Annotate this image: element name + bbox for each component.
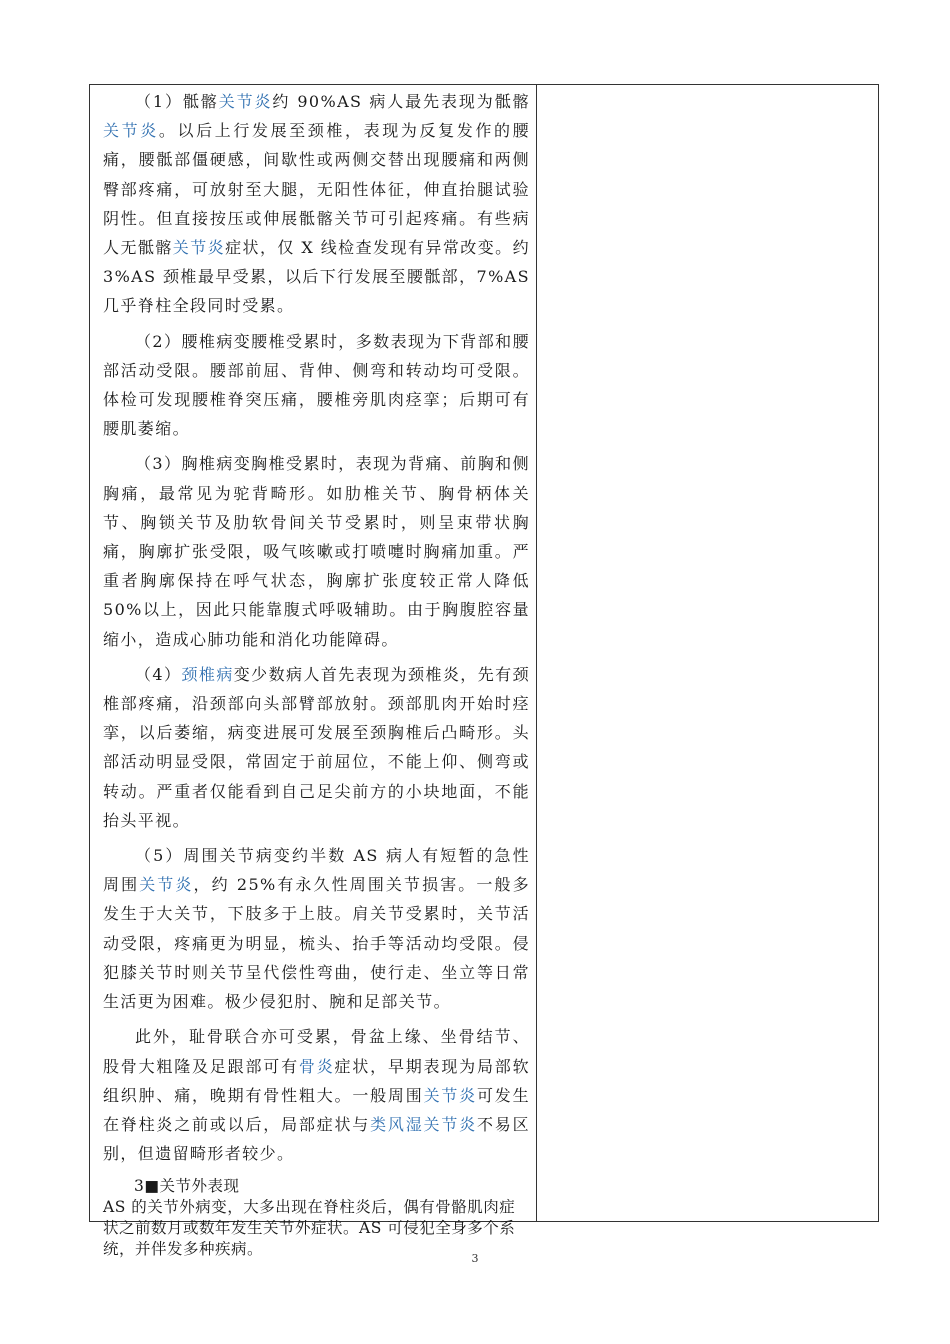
link-cervical-spondylosis[interactable]: 颈椎病 (181, 664, 234, 684)
paragraph-peripheral (103, 841, 530, 1016)
text-run: 症状，早期表现为局部软组织肿、痛，晚期有骨性粗大。一般周围 (103, 1056, 530, 1105)
link-osteitis[interactable]: 骨炎 (298, 1056, 335, 1076)
text-run: 此外，耻骨联合亦可受累，骨盆上缘、坐骨结节、股骨大粗隆及足跟部可有 (103, 1027, 530, 1076)
text-run: 不易区别，但遗留畸形者较少。 (103, 1114, 530, 1164)
page-number: 3 (471, 1252, 479, 1265)
link-arthritis[interactable]: 关节炎 (139, 875, 194, 895)
text-run: 症状，仅 X 线检查发现有异常改变。约 3%AS 颈椎最早受累，以后下行发展至腰骶部，7%AS 几乎脊柱全段同时受累。 (103, 238, 530, 316)
link-arthritis[interactable]: 关节炎 (423, 1085, 477, 1105)
section-heading: 3■关节外表现 (134, 1177, 240, 1196)
paragraph-extra-articular: AS 的关节外病变，大多出现在脊柱炎后，偶有骨骼肌肉症状之前数月或数年发生关节外症状。AS 可侵犯全身多个系统，并伴发多种疾病。 (103, 1198, 516, 1259)
link-arthritis[interactable]: 关节炎 (218, 92, 273, 111)
link-arthritis[interactable]: 关节炎 (103, 121, 159, 141)
content-table (89, 84, 879, 1259)
text-run: ，约 25%有永久性周围关节损害。一般多发生于大关节，下肢多于上肢。肩关节受累时，关节活动受限，疼痛更为明显，梳头、抬手等活动均受限。侵犯膝关节时则关节呈代偿性弯曲，使行走、坐立等日常生活更为困难。极少侵犯肘、腕和足部关节。 (103, 875, 530, 1012)
paragraph-sacroiliac (103, 87, 530, 321)
paragraph-thoracic: （3）胸椎病变胸椎受累时，表现为背痛、前胸和侧胸痛，最常见为驼背畸形。如肋椎关节、胸骨柄体关节、胸锁关节及肋软骨间关节受累时，则呈束带状胸痛，胸廓扩张受限，吸气咳嗽或打喷嚏时胸痛加重。严重者胸廓保持在呼气状态，胸廓扩张度较正常人降低 50%以上，因此只能靠腹式呼吸辅助。由于胸腹腔容量缩小，造成心肺功能和消化功能障碍。 (103, 454, 530, 649)
link-arthritis[interactable]: 关节炎 (172, 238, 226, 258)
text-run: 约 90%AS 病人最先表现为骶髂 (272, 92, 530, 111)
text-run: （5）周围关节病变约半数 AS 病人有短暂的急性周围 (103, 846, 530, 895)
paragraph-lumbar: （2）腰椎病变腰椎受累时，多数表现为下背部和腰部活动受限。腰部前屈、背伸、侧弯和转动均可受限。体检可发现腰椎脊突压痛，腰椎旁肌肉痉挛；后期可有腰肌萎缩。 (103, 331, 530, 439)
table-cell-main (90, 85, 537, 1259)
text-run: （1）骶髂 (135, 92, 219, 111)
text-run: 可发生在脊柱炎之前或以后，局部症状与 (103, 1085, 531, 1134)
paragraph-other (103, 1022, 530, 1168)
text-run: （4） (135, 664, 182, 684)
text-run: 。以后上行发展至颈椎，表现为反复发作的腰痛，腰骶部僵硬感，间歇性或两侧交替出现腰痛和两侧臀部疼痛，可放射至大腿，无阳性体征，伸直抬腿试验阴性。但直接按压或伸展骶髂关节可引起疼痛。有些病人无骶髂 (103, 121, 530, 258)
text-run: 变少数病人首先表现为颈椎炎，先有颈椎部疼痛，沿颈部向头部臂部放射。颈部肌肉开始时痉挛，以后萎缩，病变进展可发展至颈胸椎后凸畸形。头部活动明显受限，常固定于前屈位，不能上仰、侧弯或转动。严重者仅能看到自己足尖前方的小块地面，不能抬头平视。 (103, 664, 530, 830)
paragraph-cervical (103, 660, 530, 835)
link-rheumatoid-arthritis[interactable]: 类风湿关节炎 (370, 1114, 477, 1134)
table-cell-notes (537, 85, 878, 1221)
